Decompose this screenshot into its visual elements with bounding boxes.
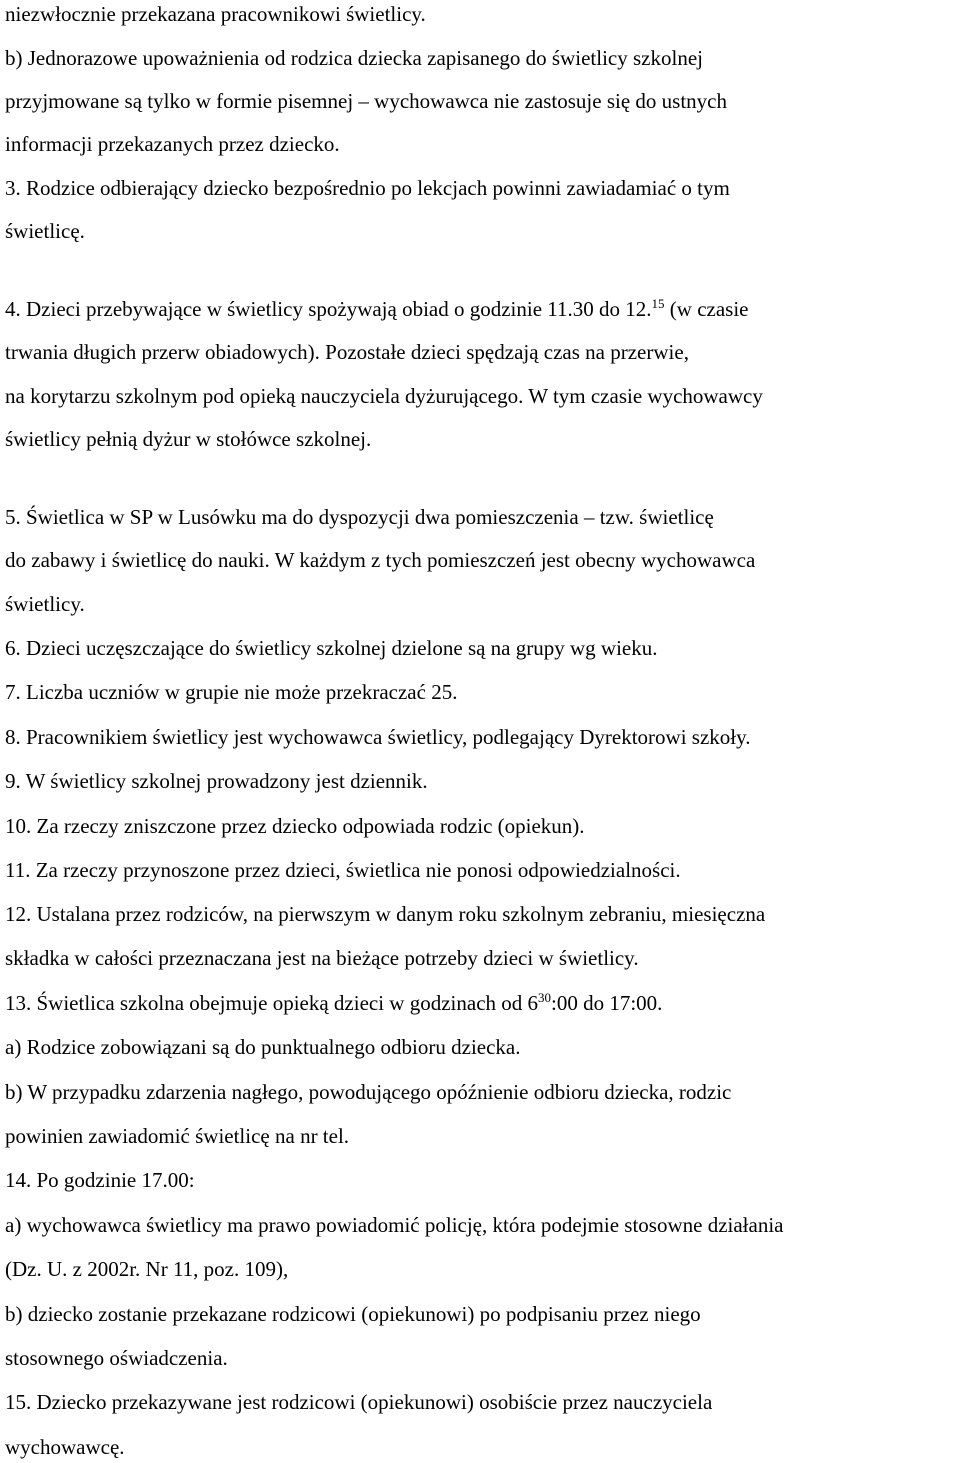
text-line: 6. Dzieci uczęszczające do świetlicy szkolnej dzielone są na grupy wg wieku.: [5, 636, 658, 660]
text-line: [5, 991, 662, 1015]
text-line: 9. W świetlicy szkolnej prowadzony jest dziennik.: [5, 769, 428, 793]
text-line: a) wychowawca świetlicy ma prawo powiadomić policję, która podejmie stosowne działania: [5, 1213, 784, 1237]
text-line: trwania długich przerw obiadowych). Pozostałe dzieci spędzają czas na przerwie,: [5, 340, 689, 364]
text-line: świetlicy pełnią dyżur w stołówce szkolnej.: [5, 427, 372, 451]
text-line: b) W przypadku zdarzenia nagłego, powodującego opóźnienie odbioru dziecka, rodzic: [5, 1080, 732, 1104]
text-line: na korytarzu szkolnym pod opieką nauczyciela dyżurującego. W tym czasie wychowawcy: [5, 384, 763, 408]
text-line: do zabawy i świetlicę do nauki. W każdym z tych pomieszczeń jest obecny wychowawca: [5, 548, 756, 572]
text-line: świetlicę.: [5, 219, 85, 243]
text-line: (Dz. U. z 2002r. Nr 11, poz. 109),: [5, 1257, 289, 1281]
text-line: 10. Za rzeczy zniszczone przez dziecko odpowiada rodzic (opiekun).: [5, 814, 585, 838]
text-line: 8. Pracownikiem świetlicy jest wychowawca świetlicy, podlegający Dyrektorowi szkoły.: [5, 725, 751, 749]
text-line: informacji przekazanych przez dziecko.: [5, 132, 340, 156]
text-line: a) Rodzice zobowiązani są do punktualnego odbioru dziecka.: [5, 1035, 521, 1059]
text-line: b) Jednorazowe upoważnienia od rodzica dziecka zapisanego do świetlicy szkolnej: [5, 46, 703, 70]
text-line: 5. Świetlica w SP w Lusówku ma do dyspozycji dwa pomieszczenia – tzw. świetlicę: [5, 505, 714, 529]
text-line: 7. Liczba uczniów w grupie nie może przekraczać 25.: [5, 680, 458, 704]
text-line: wychowawcę.: [5, 1435, 125, 1459]
text-line: składka w całości przeznaczana jest na bieżące potrzeby dzieci w świetlicy.: [5, 946, 639, 970]
text-line: 11. Za rzeczy przynoszone przez dzieci, świetlica nie ponosi odpowiedzialności.: [5, 858, 681, 882]
text-line: b) dziecko zostanie przekazane rodzicowi (opiekunowi) po podpisaniu przez niego: [5, 1302, 701, 1326]
text-line: świetlicy.: [5, 592, 85, 616]
superscript-minutes: 15: [651, 296, 665, 311]
text-run: 13. Świetlica szkolna obejmuje opieką dzieci w godzinach od 6: [5, 991, 539, 1015]
text-run: (w czasie: [664, 297, 749, 321]
text-line: 3. Rodzice odbierający dziecko bezpośrednio po lekcjach powinni zawiadamiać o tym: [5, 176, 730, 200]
text-line: przyjmowane są tylko w formie pisemnej – wychowawca nie zastosuje się do ustnych: [5, 89, 727, 113]
text-line: niezwłocznie przekazana pracownikowi świetlicy.: [5, 2, 426, 26]
text-line: [5, 297, 748, 321]
superscript-minutes: 30: [538, 990, 552, 1005]
text-line: 15. Dziecko przekazywane jest rodzicowi (opiekunowi) osobiście przez nauczyciela: [5, 1390, 713, 1414]
text-line: powinien zawiadomić świetlicę na nr tel.: [5, 1124, 350, 1148]
text-line: stosownego oświadczenia.: [5, 1346, 228, 1370]
text-line: 12. Ustalana przez rodziców, na pierwszym w danym roku szkolnym zebraniu, miesięczna: [5, 902, 766, 926]
text-run: 4. Dzieci przebywające w świetlicy spożywają obiad o godzinie 11.30 do 12.: [5, 297, 652, 321]
text-line: 14. Po godzinie 17.00:: [5, 1168, 195, 1192]
text-run: :00 do 17:00.: [551, 991, 663, 1015]
